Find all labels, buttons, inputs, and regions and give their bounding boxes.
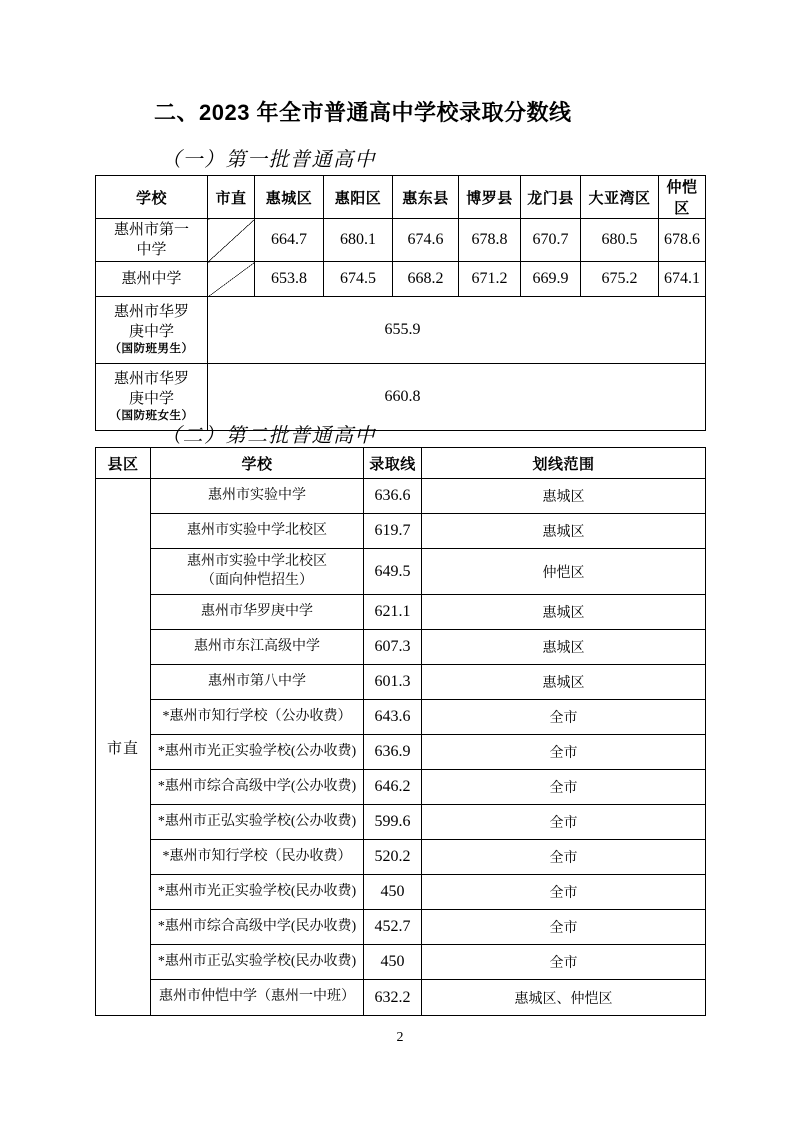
range-cell: 全市 xyxy=(422,700,706,735)
table-row xyxy=(96,479,706,514)
school-name: 惠州市华罗 庚中学 （国防班女生） xyxy=(96,364,208,431)
range-cell: 惠城区 xyxy=(422,665,706,700)
school-name: *惠州市正弘实验学校(民办收费) xyxy=(151,945,364,980)
range-cell: 仲恺区 xyxy=(422,549,706,595)
score-cell: 674.5 xyxy=(324,262,393,297)
score-cell: 680.1 xyxy=(324,219,393,262)
table-row xyxy=(96,700,706,735)
col-header-dayawan: 大亚湾区 xyxy=(581,176,659,219)
table-row xyxy=(96,665,706,700)
section2-heading: （二）第二批普通高中 xyxy=(161,425,376,447)
table-row xyxy=(96,770,706,805)
score-cell: 636.9 xyxy=(364,735,422,770)
school-name: 惠州市实验中学 xyxy=(151,479,364,514)
diagonal-blank-cell xyxy=(208,262,255,297)
score-cell: 452.7 xyxy=(364,910,422,945)
col-header-zhongkai: 仲恺区 xyxy=(659,176,706,219)
score-cell: 450 xyxy=(364,875,422,910)
score-cell: 619.7 xyxy=(364,514,422,549)
score-cell: 520.2 xyxy=(364,840,422,875)
score-cell: 678.8 xyxy=(459,219,521,262)
score-cell: 674.1 xyxy=(659,262,706,297)
range-cell: 全市 xyxy=(422,875,706,910)
page-number: 2 xyxy=(396,1030,404,1045)
table-row xyxy=(96,945,706,980)
table-row xyxy=(96,297,706,364)
table-row xyxy=(96,840,706,875)
table-row xyxy=(96,805,706,840)
school-name: 惠州市实验中学北校区 xyxy=(151,514,364,549)
range-cell: 惠城区 xyxy=(422,595,706,630)
score-cell: 653.8 xyxy=(255,262,324,297)
page-title: 二、2023 年全市普通高中学校录取分数线 xyxy=(154,100,572,125)
score-cell: 678.6 xyxy=(659,219,706,262)
range-cell: 全市 xyxy=(422,840,706,875)
score-cell: 670.7 xyxy=(521,219,581,262)
district-label: 市直 xyxy=(96,479,151,1016)
range-cell: 惠城区、仲恺区 xyxy=(422,980,706,1016)
school-name: 惠州市第八中学 xyxy=(151,665,364,700)
school-name: *惠州市知行学校（民办收费） xyxy=(151,840,364,875)
score-cell: 664.7 xyxy=(255,219,324,262)
school-name: 惠州市华罗 庚中学 （国防班男生） xyxy=(96,297,208,364)
table-row xyxy=(96,262,706,297)
diagonal-blank-cell xyxy=(208,219,255,262)
school-name: 惠州市实验中学北校区 （面向仲恺招生） xyxy=(151,549,364,595)
col-header-district: 县区 xyxy=(96,448,151,479)
table-row xyxy=(96,980,706,1016)
table-row xyxy=(96,514,706,549)
school-name: 惠州市华罗庚中学 xyxy=(151,595,364,630)
col-header-range: 划线范围 xyxy=(422,448,706,479)
table-row xyxy=(96,219,706,262)
school-name: 惠州中学 xyxy=(96,262,208,297)
range-cell: 全市 xyxy=(422,770,706,805)
table-row xyxy=(96,875,706,910)
section1-heading: （一）第一批普通高中 xyxy=(161,149,376,171)
score-cell: 621.1 xyxy=(364,595,422,630)
table-row xyxy=(96,735,706,770)
range-cell: 全市 xyxy=(422,945,706,980)
score-cell: 607.3 xyxy=(364,630,422,665)
col-header-school: 学校 xyxy=(151,448,364,479)
col-header-huiyang: 惠阳区 xyxy=(324,176,393,219)
table-header-row xyxy=(96,176,706,219)
school-name: *惠州市综合高级中学(公办收费) xyxy=(151,770,364,805)
school-name: *惠州市光正实验学校(公办收费) xyxy=(151,735,364,770)
score-cell: 668.2 xyxy=(393,262,459,297)
score-cell: 450 xyxy=(364,945,422,980)
col-header-scoreline: 录取线 xyxy=(364,448,422,479)
table-row xyxy=(96,549,706,595)
first-batch-table xyxy=(95,175,706,431)
school-note: （国防班男生） xyxy=(109,343,194,356)
range-cell: 全市 xyxy=(422,735,706,770)
school-name: *惠州市正弘实验学校(公办收费) xyxy=(151,805,364,840)
table-row xyxy=(96,595,706,630)
score-cell: 599.6 xyxy=(364,805,422,840)
score-cell: 643.6 xyxy=(364,700,422,735)
score-cell: 669.9 xyxy=(521,262,581,297)
score-cell: 601.3 xyxy=(364,665,422,700)
col-header-school: 学校 xyxy=(96,176,208,219)
range-cell: 惠城区 xyxy=(422,479,706,514)
score-cell: 675.2 xyxy=(581,262,659,297)
range-cell: 全市 xyxy=(422,805,706,840)
score-cell: 632.2 xyxy=(364,980,422,1016)
range-cell: 惠城区 xyxy=(422,630,706,665)
score-cell: 674.6 xyxy=(393,219,459,262)
table-row xyxy=(96,630,706,665)
col-header-huicheng: 惠城区 xyxy=(255,176,324,219)
merged-score-cell: 660.8 xyxy=(208,364,706,431)
school-name: *惠州市综合高级中学(民办收费) xyxy=(151,910,364,945)
table-header-row xyxy=(96,448,706,479)
col-header-huidong: 惠东县 xyxy=(393,176,459,219)
score-cell: 671.2 xyxy=(459,262,521,297)
school-name: *惠州市知行学校（公办收费） xyxy=(151,700,364,735)
school-name: 惠州市东江高级中学 xyxy=(151,630,364,665)
score-cell: 646.2 xyxy=(364,770,422,805)
score-cell: 636.6 xyxy=(364,479,422,514)
col-header-longmen: 龙门县 xyxy=(521,176,581,219)
score-cell: 680.5 xyxy=(581,219,659,262)
second-batch-table xyxy=(95,447,706,1016)
school-note: （国防班女生） xyxy=(109,410,194,423)
range-cell: 全市 xyxy=(422,910,706,945)
table-row xyxy=(96,910,706,945)
col-header-shizhi: 市直 xyxy=(208,176,255,219)
score-cell: 649.5 xyxy=(364,549,422,595)
range-cell: 惠城区 xyxy=(422,514,706,549)
merged-score-cell: 655.9 xyxy=(208,297,706,364)
col-header-boluo: 博罗县 xyxy=(459,176,521,219)
school-name: 惠州市仲恺中学（惠州一中班） xyxy=(151,980,364,1016)
school-name: *惠州市光正实验学校(民办收费) xyxy=(151,875,364,910)
school-name: 惠州市第一 中学 xyxy=(96,219,208,262)
